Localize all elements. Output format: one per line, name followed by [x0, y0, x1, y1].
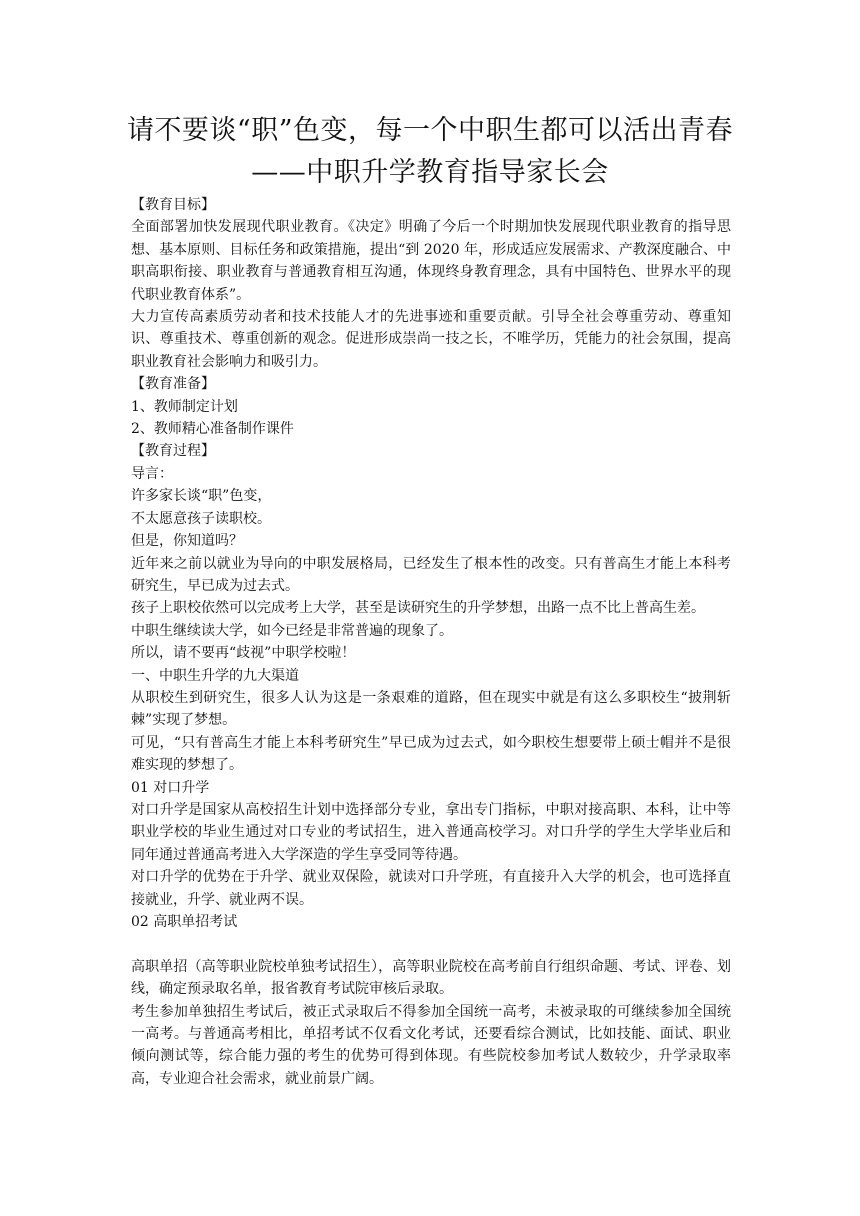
paragraph: 高职单招（高等职业院校单独考试招生），高等职业院校在高考前自行组织命题、考试、评卷、划线，确定预录取名单，报省教育考试院审核后录取。 [131, 958, 731, 998]
section-heading-education-goals: 【教育目标】 [131, 197, 215, 213]
section-heading-education-process: 【教育过程】 [131, 443, 215, 460]
section-heading-education-preparation: 【教育准备】 [131, 376, 215, 393]
section-heading-nine-channels: 一、中职生升学的九大渠道 [131, 667, 299, 684]
paragraph: 许多家长谈“职”色变， [131, 488, 272, 505]
paragraph: 所以，请不要再“歧视”中职学校啦！ [131, 645, 356, 662]
paragraph: 导言： [131, 465, 173, 482]
subheading-counterpart-admission: 01 对口升学 [131, 779, 210, 796]
document-title [120, 110, 740, 194]
list-item: 1、教师制定计划 [131, 398, 238, 415]
paragraph: 考生参加单独招生考试后，被正式录取后不得参加全国统一高考，未被录取的可继续参加全国统一高考。与普通高考相比，单招考试不仅看文化考试，还要看综合测试，比如技能、面试、职业倾向测试等，综合能力强的考生的优势可得到体现。有些院校参加考试人数较少，升学录取率高，专业迎合社会需求，就业前景广阔。 [131, 1003, 731, 1087]
paragraph: 孩子上职校依然可以完成考上大学，甚至是读研究生的升学梦想，出路一点不比上普高生差。 [131, 600, 705, 617]
paragraph: 近年来之前以就业为导向的中职发展格局，已经发生了根本性的改变。只有普高生才能上本科考研究生，早已成为过去式。 [131, 555, 731, 594]
paragraph: 从职校生到研究生，很多人认为这是一条艰难的道路，但在现实中就是有这么多职校生“披荆斩棘”实现了梦想。 [131, 689, 731, 729]
title-line-1: 请不要谈“职”色变，每一个中职生都可以活出青春 [126, 115, 734, 146]
paragraph: 对口升学是国家从高校招生计划中选择部分专业，拿出专门指标，中职对接高职、本科，让中等职业学校的毕业生通过对口专业的考试招生，进入普通高校学习。对口升学的学生大学毕业后和同年通过普通高考进入大学深造的学生享受同等待遇。 [131, 801, 731, 863]
blank-line [131, 933, 731, 955]
paragraph: 对口升学的优势在于升学、就业双保险，就读对口升学班，有直接升入大学的机会，也可选择直接就业，升学、就业两不误。 [131, 869, 731, 908]
paragraph: 但是，你知道吗？ [131, 533, 243, 550]
paragraph: 全面部署加快发展现代职业教育。《决定》明确了今后一个时期加快发展现代职业教育的指导思想、基本原则、目标任务和政策措施，提出“到 2020 年，形成适应发展需求、产教深度融合、中职高职衔接、职业教育与普通教育相互沟通，体现终身教育理念，具有中国特色、世界水平的现代职业教育体系”。 [131, 219, 731, 303]
paragraph: 不太愿意孩子读职校。 [131, 510, 271, 527]
subheading-single-admission-exam: 02 高职单招考试 [131, 914, 238, 930]
list-item: 2、教师精心准备制作课件 [131, 421, 294, 438]
document-body [131, 194, 731, 1090]
paragraph: 大力宣传高素质劳动者和技术技能人才的先进事迹和重要贡献。引导全社会尊重劳动、尊重知识、尊重技术、尊重创新的观念。促进形成崇尚一技之长，不唯学历，凭能力的社会氛围，提高职业教育社会影响力和吸引力。 [131, 309, 731, 370]
paragraph: 可见，“只有普高生才能上本科考研究生”早已成为过去式，如今职校生想要带上硕士帽并不是很难实现的梦想了。 [131, 734, 731, 774]
title-line-2: ——中职升学教育指导家长会 [251, 157, 609, 188]
paragraph: 中职生继续读大学，如今已经是非常普遍的现象了。 [131, 622, 453, 639]
